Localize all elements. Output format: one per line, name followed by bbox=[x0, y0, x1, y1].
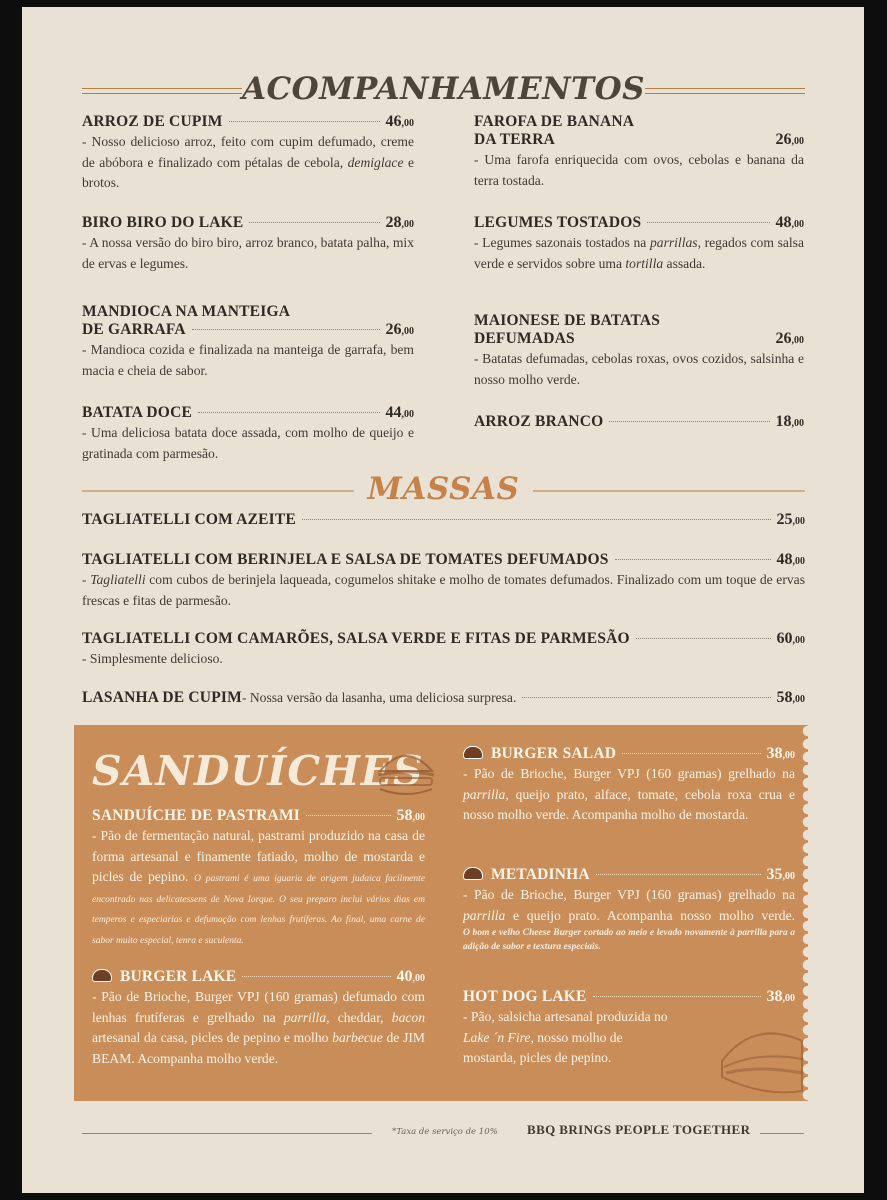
item-name: ARROZ DE CUPIM bbox=[82, 113, 223, 130]
item-name: DEFUMADAS bbox=[474, 330, 575, 347]
item-price: 25,00 bbox=[776, 511, 805, 528]
item-price: 48,00 bbox=[775, 214, 804, 231]
item-description: - Pão de Brioche, Burger VPJ (160 gramas) grelhado na parrilla e queijo prato. Acompanha nosso molho verde. bbox=[463, 887, 795, 923]
item-name: TAGLIATELLI COM CAMARÕES, SALSA VERDE E FITAS DE PARMESÃO bbox=[82, 630, 630, 647]
item-price: 40,00 bbox=[396, 968, 425, 985]
menu-page bbox=[22, 7, 864, 1193]
item-price: 58,00 bbox=[396, 807, 425, 824]
item-name: TAGLIATELLI COM AZEITE bbox=[82, 511, 296, 528]
item-price: 46,00 bbox=[385, 113, 414, 130]
item-description: - Pão, salsicha artesanal produzida no Lake ´n Fire, nosso molho de mostarda, picles de pepino. bbox=[463, 1009, 668, 1065]
menu-item-lasanha bbox=[82, 688, 805, 709]
item-name: ARROZ BRANCO bbox=[474, 413, 604, 430]
item-name-line1: MAIONESE DE BATATAS bbox=[474, 312, 661, 329]
item-price: 26,00 bbox=[775, 330, 804, 347]
item-price: 26,00 bbox=[385, 321, 414, 338]
menu-item-burger-lake bbox=[92, 968, 425, 1069]
item-description: - Pão de fermentação natural, pastrami produzido na casa de forma artesanal e finamente fatiado, molho de mostarda e picles de pepino. O pastrami é uma iguaria de origem judaica facilmente encontrado nas delicatessens de Nova Iorque. O seu preparo inclui vários dias em temperos e especiarias e defumação com lenhas frutíferas. Ao final, uma carne de sabor muito especial, tenra e suculenta. bbox=[92, 828, 426, 946]
service-fee-note: *Taxa de serviço de 10% bbox=[392, 1127, 498, 1137]
item-note: O bom e velho Cheese Burger cortado ao meio e levado novamente à parrilla para a adição de sabor e textura especiais. bbox=[463, 928, 795, 952]
item-price: 38,00 bbox=[766, 745, 795, 762]
item-price: 58,00 bbox=[776, 689, 805, 706]
menu-item-biro-biro bbox=[82, 214, 414, 274]
item-description: - Uma farofa enriquecida com ovos, cebolas e banana da terra tostada. bbox=[474, 152, 804, 188]
item-price: 18,00 bbox=[775, 413, 804, 430]
section-header-massas bbox=[82, 471, 805, 511]
item-name: LASANHA DE CUPIM bbox=[82, 689, 242, 706]
footer-slogan: BBQ BRINGS PEOPLE TOGETHER bbox=[527, 1122, 751, 1137]
section-title: SANDUÍCHES bbox=[92, 747, 424, 795]
section-header-acompanhamentos bbox=[82, 71, 805, 111]
menu-item-mandioca bbox=[82, 303, 414, 381]
section-title: ACOMPANHAMENTOS bbox=[241, 71, 646, 107]
item-name-line1: MANDIOCA NA MANTEIGA bbox=[82, 303, 291, 320]
item-description: - Mandioca cozida e finalizada na manteiga de garrafa, bem macia e cheia de sabor. bbox=[82, 342, 414, 378]
item-name: BURGER LAKE bbox=[92, 968, 236, 986]
footer-rule-left bbox=[82, 1133, 372, 1134]
item-name: DE GARRAFA bbox=[82, 321, 186, 338]
menu-item-arroz-branco bbox=[474, 413, 804, 431]
menu-item-pastrami bbox=[92, 807, 425, 949]
menu-item-metadinha bbox=[463, 866, 795, 954]
menu-item-tagliatelli-azeite bbox=[82, 511, 805, 529]
item-name: TAGLIATELLI COM BERINJELA E SALSA DE TOMATES DEFUMADOS bbox=[82, 551, 609, 568]
item-description: - Nosso delicioso arroz, feito com cupim defumado, creme de abóbora e finalizado com pétalas de cebola, demiglace e brotos. bbox=[82, 134, 415, 190]
item-name: SANDUÍCHE DE PASTRAMI bbox=[92, 807, 301, 824]
item-inline-description: - Nossa versão da lasanha, uma deliciosa surpresa. bbox=[241, 690, 517, 705]
menu-item-burger-salad bbox=[463, 745, 795, 826]
item-description: - A nossa versão do biro biro, arroz branco, batata palha, mix de ervas e legumes. bbox=[82, 235, 414, 271]
menu-item-batata-doce bbox=[82, 404, 414, 464]
item-price: 44,00 bbox=[385, 404, 414, 421]
item-description: - Tagliatelli com cubos de berinjela laqueada, cogumelos shitake e molho de tomates defumados. Finalizado com um toque de ervas frescas e fitas de parmesão. bbox=[82, 572, 805, 608]
item-description: - Pão de Brioche, Burger VPJ (160 gramas) defumado com lenhas frutíferas e grelhado na parrilla, cheddar, bacon artesanal da casa, picles de pepino e molho barbecue de JIM BEAM. Acompanha molho verde. bbox=[92, 989, 425, 1066]
item-name: DA TERRA bbox=[474, 131, 555, 148]
item-name-line1: FAROFA DE BANANA bbox=[474, 113, 635, 130]
menu-item-tagliatelli-camaroes bbox=[82, 630, 805, 670]
item-description: - Uma deliciosa batata doce assada, com molho de queijo e gratinada com parmesão. bbox=[82, 425, 414, 461]
item-price: 38,00 bbox=[766, 988, 795, 1005]
vpj-burger-icon bbox=[92, 969, 112, 982]
menu-item-maionese bbox=[474, 312, 804, 390]
footer-rule-right bbox=[760, 1133, 804, 1134]
sanduiches-panel bbox=[74, 725, 808, 1101]
item-description: - Legumes sazonais tostados na parrillas, regados com salsa verde e servidos sobre uma tortilla assada. bbox=[474, 235, 804, 271]
item-name: METADINHA bbox=[463, 866, 590, 884]
item-name: BURGER SALAD bbox=[463, 745, 616, 763]
item-description: - Pão de Brioche, Burger VPJ (160 gramas) grelhado na parrilla, queijo prato, alface, tomate, cebola roxa crua e nosso molho verde. Acompanha molho de mostarda. bbox=[463, 766, 795, 822]
item-price: 48,00 bbox=[776, 551, 805, 568]
item-description: - Batatas defumadas, cebolas roxas, ovos cozidos, salsinha e nosso molho verde. bbox=[474, 351, 804, 387]
menu-item-farofa bbox=[474, 113, 804, 191]
item-price: 60,00 bbox=[776, 630, 805, 647]
item-name: HOT DOG LAKE bbox=[463, 988, 587, 1005]
item-price: 28,00 bbox=[385, 214, 414, 231]
menu-item-legumes bbox=[474, 214, 804, 274]
menu-item-tagliatelli-berinjela bbox=[82, 551, 805, 611]
vpj-burger-icon bbox=[463, 746, 483, 759]
vpj-burger-icon bbox=[463, 867, 483, 880]
burger-illustration bbox=[374, 747, 438, 799]
item-name: BATATA DOCE bbox=[82, 404, 192, 421]
item-name: BIRO BIRO DO LAKE bbox=[82, 214, 244, 231]
item-name: LEGUMES TOSTADOS bbox=[474, 214, 642, 231]
item-description: - Simplesmente delicioso. bbox=[82, 651, 223, 666]
section-title: MASSAS bbox=[367, 471, 520, 507]
menu-item-arroz-de-cupim bbox=[82, 113, 414, 194]
item-price: 26,00 bbox=[775, 131, 804, 148]
item-price: 35,00 bbox=[766, 866, 795, 883]
menu-item-hot-dog-lake bbox=[463, 988, 795, 1069]
